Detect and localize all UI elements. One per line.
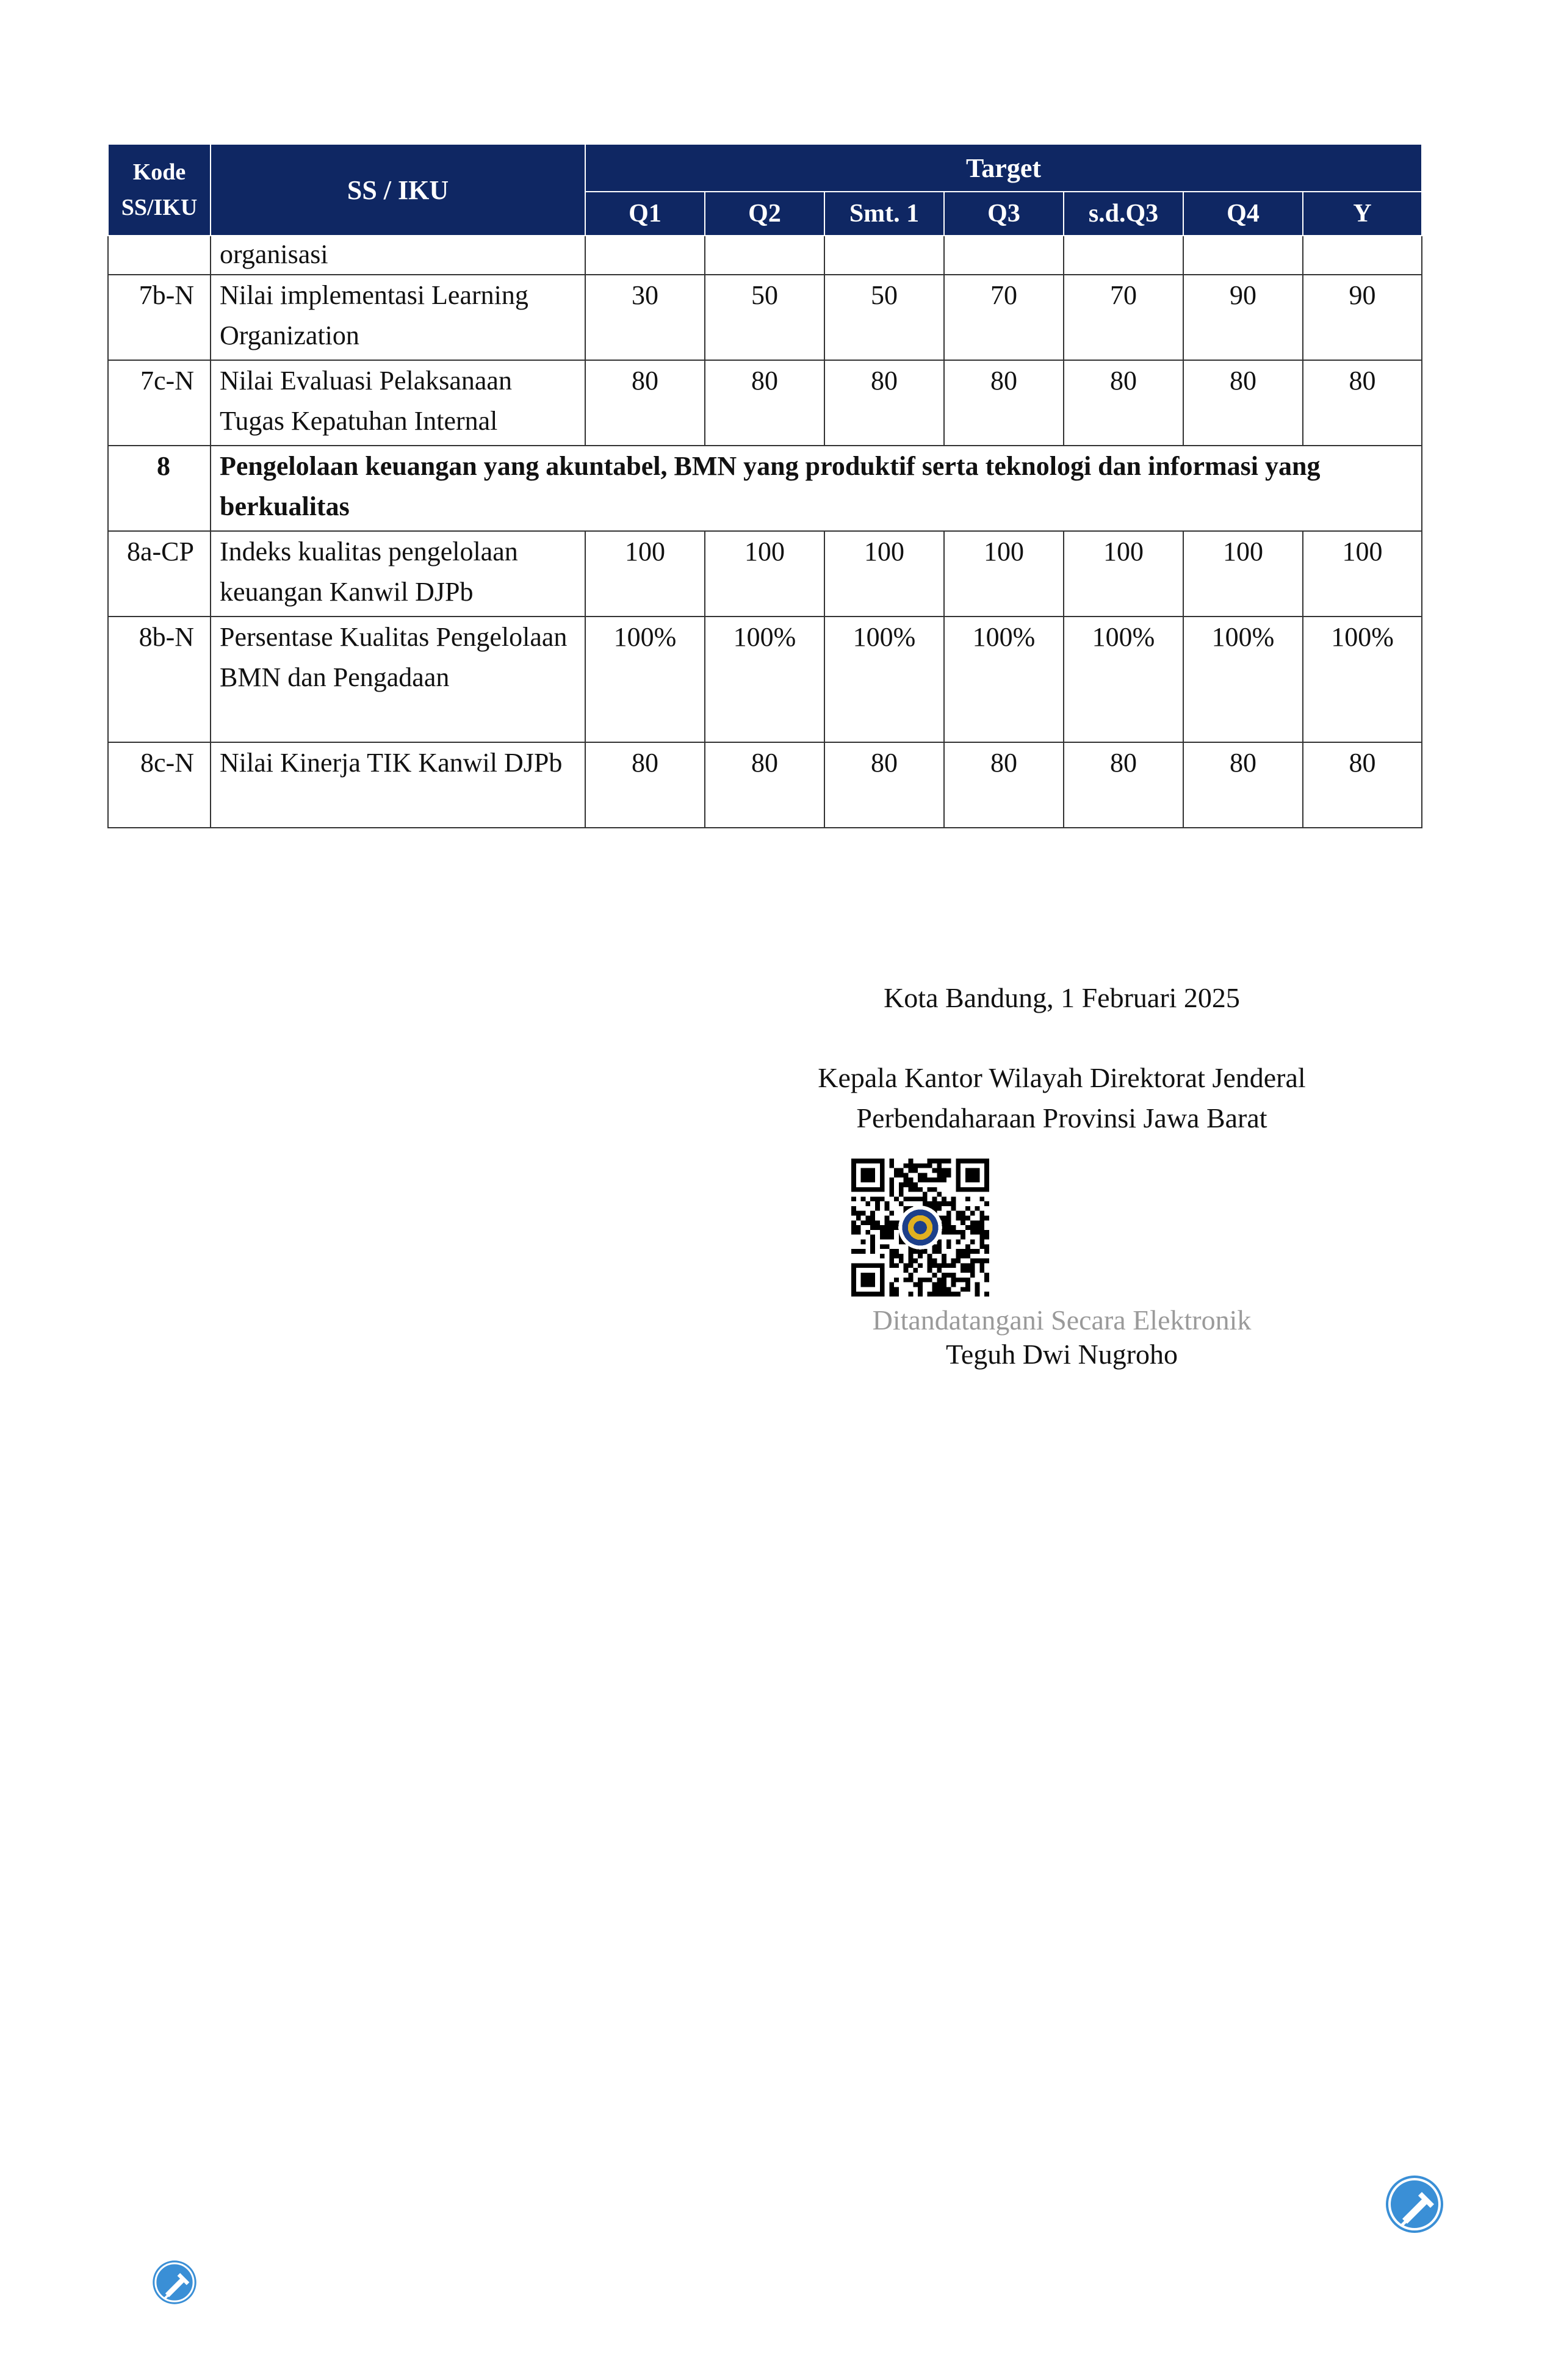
header-kode: Kode SS/IKU [108, 144, 211, 236]
row-value: 80 [1303, 742, 1422, 828]
row-value: 50 [705, 275, 824, 360]
row-name: Nilai Evaluasi Pelaksanaan Tugas Kepatuhan Internal [211, 360, 585, 446]
row-value [824, 236, 944, 275]
e-sign-stamp-icon [1384, 2174, 1445, 2235]
row-value: 100% [1183, 617, 1303, 742]
row-value: 80 [705, 742, 824, 828]
row-name: Indeks kualitas pengelolaan keuangan Kanwil DJPb [211, 531, 585, 617]
header-target: Target [585, 144, 1422, 192]
header-q1: Q1 [585, 192, 705, 236]
row-value: 80 [824, 360, 944, 446]
row-code: 7c-N [108, 360, 211, 446]
header-q3: Q3 [944, 192, 1064, 236]
table-header [108, 144, 1422, 236]
row-value: 80 [824, 742, 944, 828]
row-value: 100% [705, 617, 824, 742]
row-value [1183, 236, 1303, 275]
row-value: 50 [824, 275, 944, 360]
row-value: 80 [585, 742, 705, 828]
row-value: 100 [705, 531, 824, 617]
row-value: 100 [944, 531, 1064, 617]
signature-place-date: Kota Bandung, 1 Februari 2025 [884, 982, 1240, 1013]
table-row [108, 742, 1422, 828]
qr-code [851, 1159, 989, 1297]
e-sign-stamp-icon [151, 2259, 198, 2306]
row-value: 80 [585, 360, 705, 446]
row-name: Nilai Kinerja TIK Kanwil DJPb [211, 742, 585, 828]
row-value [1064, 236, 1183, 275]
table-row [108, 360, 1422, 446]
row-value: 100 [1064, 531, 1183, 617]
row-value [585, 236, 705, 275]
row-name: Nilai implementasi Learning Organization [211, 275, 585, 360]
row-value: 80 [1064, 360, 1183, 446]
row-value: 100% [824, 617, 944, 742]
table-row [108, 617, 1422, 742]
row-value: 80 [1064, 742, 1183, 828]
row-code: 8a-CP [108, 531, 211, 617]
row-value: 30 [585, 275, 705, 360]
row-name: Persentase Kualitas Pengelolaan BMN dan Pengadaan [211, 617, 585, 742]
row-value: 100% [585, 617, 705, 742]
row-value: 100 [585, 531, 705, 617]
row-value: 100 [1303, 531, 1422, 617]
row-value: 80 [1183, 742, 1303, 828]
row-value: 100% [944, 617, 1064, 742]
row-code: 7b-N [108, 275, 211, 360]
row-value: 80 [944, 360, 1064, 446]
table-row-continuation [108, 236, 1422, 275]
row-value [944, 236, 1064, 275]
row-value: 100% [1303, 617, 1422, 742]
row-code: 8c-N [108, 742, 211, 828]
header-sdq3: s.d.Q3 [1064, 192, 1183, 236]
header-q4: Q4 [1183, 192, 1303, 236]
table-row [108, 275, 1422, 360]
header-ss-iku: SS / IKU [211, 144, 585, 236]
row-value: 100 [1183, 531, 1303, 617]
signatory-name: Teguh Dwi Nugroho [945, 1339, 1178, 1370]
row-value: 70 [1064, 275, 1183, 360]
row-value: 80 [944, 742, 1064, 828]
row-value [705, 236, 824, 275]
row-value: 80 [1303, 360, 1422, 446]
row-code [108, 236, 211, 275]
row-value: 80 [705, 360, 824, 446]
row-code: 8b-N [108, 617, 211, 742]
row-value: 80 [1183, 360, 1303, 446]
row-name: organisasi [211, 236, 585, 275]
row-value [1303, 236, 1422, 275]
signature-electronic-note: Ditandatangani Secara Elektronik [872, 1304, 1252, 1336]
table-section-row [108, 446, 1422, 531]
header-smt1: Smt. 1 [824, 192, 944, 236]
iku-target-table [107, 143, 1422, 828]
section-code: 8 [108, 446, 211, 531]
row-value: 90 [1303, 275, 1422, 360]
header-y: Y [1303, 192, 1422, 236]
row-value: 100 [824, 531, 944, 617]
row-value: 100% [1064, 617, 1183, 742]
row-value: 70 [944, 275, 1064, 360]
signature-position-line1: Kepala Kantor Wilayah Direktorat Jenderal [818, 1062, 1306, 1093]
table-row [108, 531, 1422, 617]
row-value: 90 [1183, 275, 1303, 360]
section-title: Pengelolaan keuangan yang akuntabel, BMN yang produktif serta teknologi dan informasi yang berkualitas [211, 446, 1422, 531]
header-q2: Q2 [705, 192, 824, 236]
signature-position-line2: Perbendaharaan Provinsi Jawa Barat [856, 1102, 1267, 1134]
